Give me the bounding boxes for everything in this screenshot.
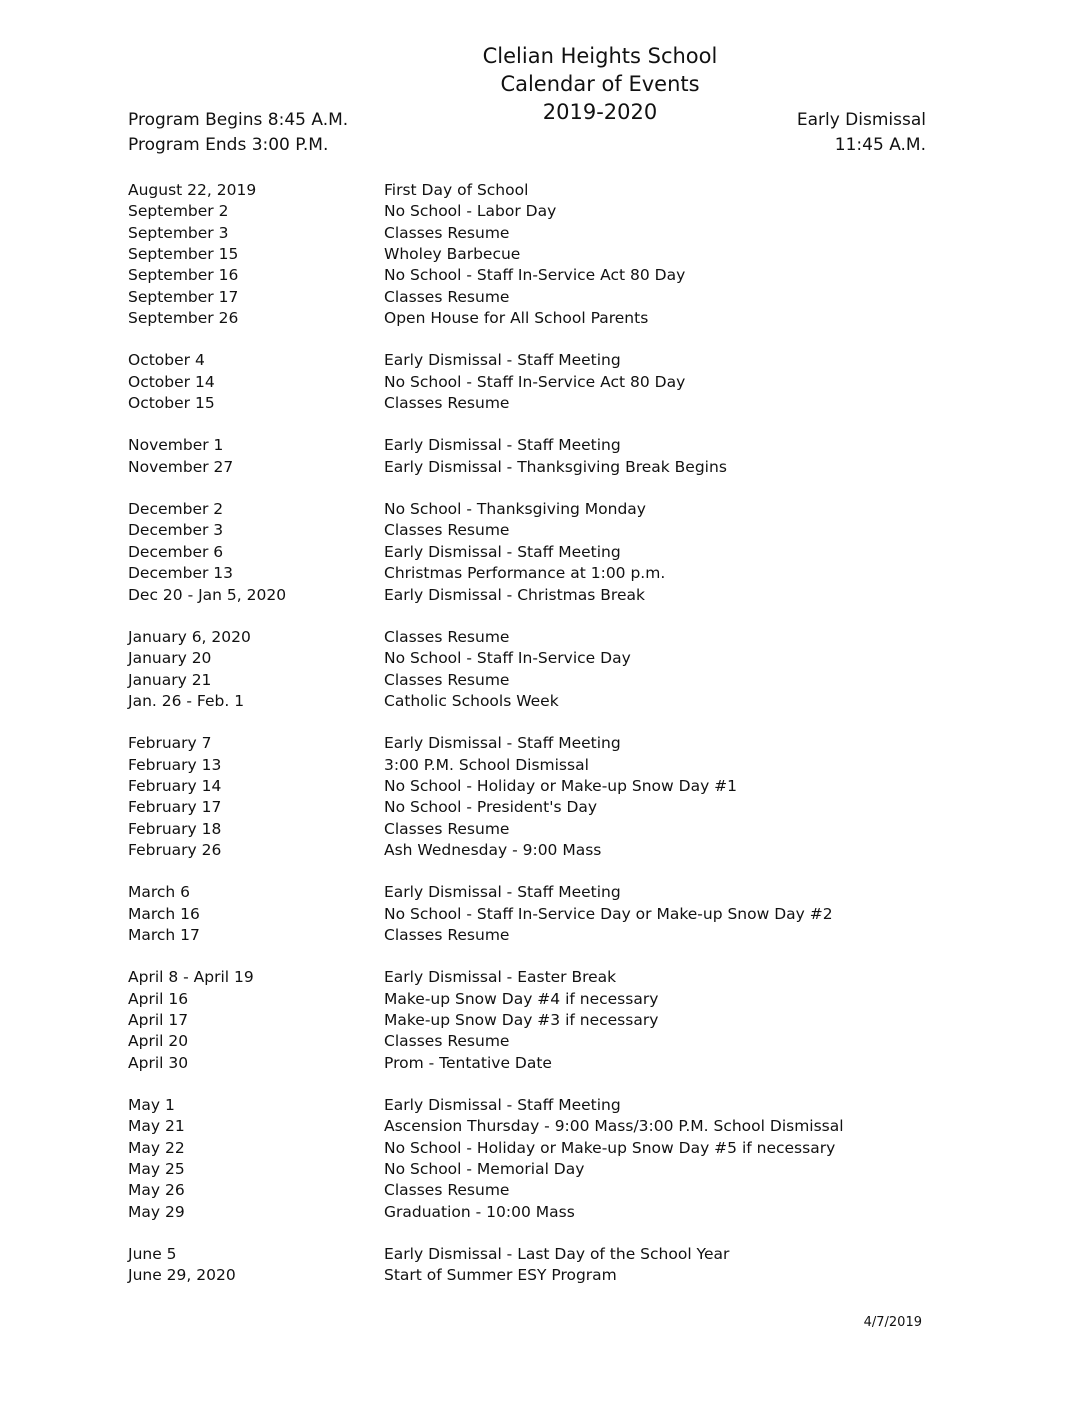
event-date: May 22 [128, 1138, 185, 1157]
revision-date: 4/7/2019 [863, 1315, 922, 1330]
event-date: April 17 [128, 1011, 189, 1029]
event-row [128, 350, 948, 371]
event-date: December 3 [128, 521, 224, 540]
event-date: November 1 [128, 436, 224, 455]
event-group [128, 1244, 948, 1287]
event-date: May 1 [128, 1096, 175, 1115]
event-description: Classes Resume [384, 1032, 510, 1051]
event-date: August 22, 2019 [128, 181, 257, 199]
event-description: Classes Resume [384, 627, 510, 646]
event-description: Early Dismissal - Staff Meeting [384, 436, 621, 455]
event-description: Make-up Snow Day #3 if necessary [384, 1011, 659, 1029]
event-row [128, 201, 948, 222]
event-date: March 6 [128, 883, 191, 902]
event-row [128, 1010, 948, 1031]
event-description: Classes Resume [384, 223, 510, 242]
program-ends: Program Ends 3:00 P.M. [128, 135, 329, 155]
event-date: April 30 [128, 1053, 189, 1072]
event-row [128, 520, 948, 541]
event-row [128, 287, 948, 308]
event-description: No School - Memorial Day [384, 1160, 585, 1179]
event-row [128, 627, 948, 648]
event-date: April 16 [128, 989, 189, 1008]
event-description: 3:00 P.M. School Dismissal [384, 755, 589, 774]
event-description: Early Dismissal - Easter Break [384, 968, 617, 987]
event-row [128, 499, 948, 520]
event-group [128, 1095, 948, 1223]
event-row [128, 1244, 948, 1265]
event-description: Early Dismissal - Thanksgiving Break Begins [384, 457, 727, 476]
event-date: September 2 [128, 202, 229, 221]
early-dismissal-info [786, 108, 926, 158]
event-date: May 29 [128, 1202, 185, 1221]
event-group [128, 627, 948, 712]
event-row [128, 670, 948, 691]
event-description: Make-up Snow Day #4 if necessary [384, 989, 659, 1008]
event-description: Early Dismissal - Staff Meeting [384, 1096, 621, 1115]
event-date: April 20 [128, 1032, 189, 1051]
event-date: January 20 [128, 649, 212, 668]
calendar-title: Calendar of Events [500, 72, 700, 96]
event-row [128, 840, 948, 861]
event-date: February 7 [128, 734, 212, 753]
event-date: Jan. 26 - Feb. 1 [128, 691, 245, 710]
event-description: Early Dismissal - Staff Meeting [384, 734, 621, 753]
event-date: September 16 [128, 266, 239, 285]
event-date: February 13 [128, 755, 222, 774]
event-row [128, 1116, 948, 1137]
event-description: Christmas Performance at 1:00 p.m. [384, 564, 666, 583]
event-row [128, 989, 948, 1010]
event-date: June 29, 2020 [128, 1266, 236, 1285]
event-description: No School - Labor Day [384, 202, 557, 221]
event-date: January 21 [128, 670, 212, 689]
event-row [128, 776, 948, 797]
event-row [128, 904, 948, 925]
event-row [128, 967, 948, 988]
event-row [128, 1053, 948, 1074]
event-description: Prom - Tentative Date [384, 1053, 552, 1072]
event-row [128, 648, 948, 669]
event-date: March 17 [128, 925, 200, 944]
event-row [128, 733, 948, 754]
event-date: June 5 [128, 1245, 177, 1264]
event-description: No School - Holiday or Make-up Snow Day #5 if necessary [384, 1138, 836, 1157]
event-date: November 27 [128, 457, 234, 476]
event-description: No School - Staff In-Service Day [384, 649, 631, 668]
event-description: No School - Holiday or Make-up Snow Day #1 [384, 776, 738, 795]
event-description: Classes Resume [384, 819, 510, 838]
event-row [128, 1031, 948, 1052]
event-description: Early Dismissal - Staff Meeting [384, 883, 621, 902]
event-date: February 18 [128, 819, 222, 838]
event-group [128, 733, 948, 861]
school-year: 2019-2020 [542, 100, 658, 124]
event-date: December 2 [128, 500, 224, 519]
event-row [128, 244, 948, 265]
event-date: October 15 [128, 394, 215, 413]
event-group [128, 967, 948, 1074]
event-date: January 6, 2020 [128, 627, 251, 646]
event-group [128, 350, 948, 414]
event-date: April 8 - April 19 [128, 968, 254, 987]
event-row [128, 435, 948, 456]
event-group [128, 435, 948, 478]
event-date: May 25 [128, 1160, 185, 1179]
event-row [128, 691, 948, 712]
event-group [128, 499, 948, 606]
document-title [444, 42, 756, 126]
event-date: December 13 [128, 564, 234, 583]
event-row [128, 1180, 948, 1201]
event-row [128, 1159, 948, 1180]
event-row [128, 265, 948, 286]
event-description: No School - Staff In-Service Act 80 Day [384, 266, 686, 285]
event-row [128, 223, 948, 244]
event-description: Ascension Thursday - 9:00 Mass/3:00 P.M. School Dismissal [384, 1117, 844, 1136]
event-row [128, 563, 948, 584]
school-name: Clelian Heights School [482, 44, 718, 68]
event-date: February 14 [128, 776, 222, 795]
event-date: May 21 [128, 1117, 185, 1136]
event-row [128, 372, 948, 393]
event-date: February 17 [128, 798, 222, 817]
event-date: September 3 [128, 223, 229, 242]
event-row [128, 180, 948, 201]
early-dismissal-label: Early Dismissal [796, 110, 926, 130]
event-row [128, 1202, 948, 1223]
event-description: First Day of School [384, 181, 529, 199]
event-row [128, 1095, 948, 1116]
event-date: September 26 [128, 309, 239, 328]
event-row [128, 393, 948, 414]
events-list [128, 180, 948, 1308]
early-dismissal-time: 11:45 A.M. [834, 135, 926, 155]
event-row [128, 457, 948, 478]
event-description: Classes Resume [384, 1181, 510, 1200]
event-description: Early Dismissal - Last Day of the School Year [384, 1245, 730, 1264]
event-description: Open House for All School Parents [384, 309, 649, 328]
event-row [128, 882, 948, 903]
event-description: No School - Staff In-Service Act 80 Day [384, 372, 686, 391]
event-description: Classes Resume [384, 521, 510, 540]
event-description: Classes Resume [384, 670, 510, 689]
event-date: December 6 [128, 542, 224, 561]
event-description: Graduation - 10:00 Mass [384, 1202, 575, 1221]
event-date: October 4 [128, 351, 205, 370]
event-description: No School - Thanksgiving Monday [384, 500, 646, 519]
event-date: September 17 [128, 287, 239, 306]
program-begins: Program Begins 8:45 A.M. [128, 110, 349, 130]
event-row [128, 542, 948, 563]
event-row [128, 925, 948, 946]
event-date: March 16 [128, 904, 200, 923]
event-row [128, 308, 948, 329]
event-date: Dec 20 - Jan 5, 2020 [128, 585, 287, 604]
event-row [128, 585, 948, 606]
event-description: No School - President's Day [384, 798, 598, 817]
event-row [128, 1265, 948, 1286]
event-description: No School - Staff In-Service Day or Make-up Snow Day #2 [384, 904, 833, 923]
event-description: Early Dismissal - Staff Meeting [384, 351, 621, 370]
event-row [128, 1138, 948, 1159]
event-description: Start of Summer ESY Program [384, 1266, 617, 1285]
event-row [128, 797, 948, 818]
event-description: Early Dismissal - Staff Meeting [384, 542, 621, 561]
event-description: Classes Resume [384, 925, 510, 944]
event-date: September 15 [128, 245, 239, 264]
event-description: Wholey Barbecue [384, 245, 521, 264]
event-description: Classes Resume [384, 394, 510, 413]
event-date: February 26 [128, 840, 222, 859]
event-date: May 26 [128, 1181, 185, 1200]
event-row [128, 755, 948, 776]
event-group [128, 180, 948, 329]
event-description: Catholic Schools Week [384, 691, 559, 710]
program-hours [128, 108, 348, 158]
event-description: Early Dismissal - Christmas Break [384, 585, 645, 604]
event-description: Ash Wednesday - 9:00 Mass [384, 840, 602, 859]
event-description: Classes Resume [384, 287, 510, 306]
event-row [128, 819, 948, 840]
event-date: October 14 [128, 372, 215, 391]
event-group [128, 882, 948, 946]
